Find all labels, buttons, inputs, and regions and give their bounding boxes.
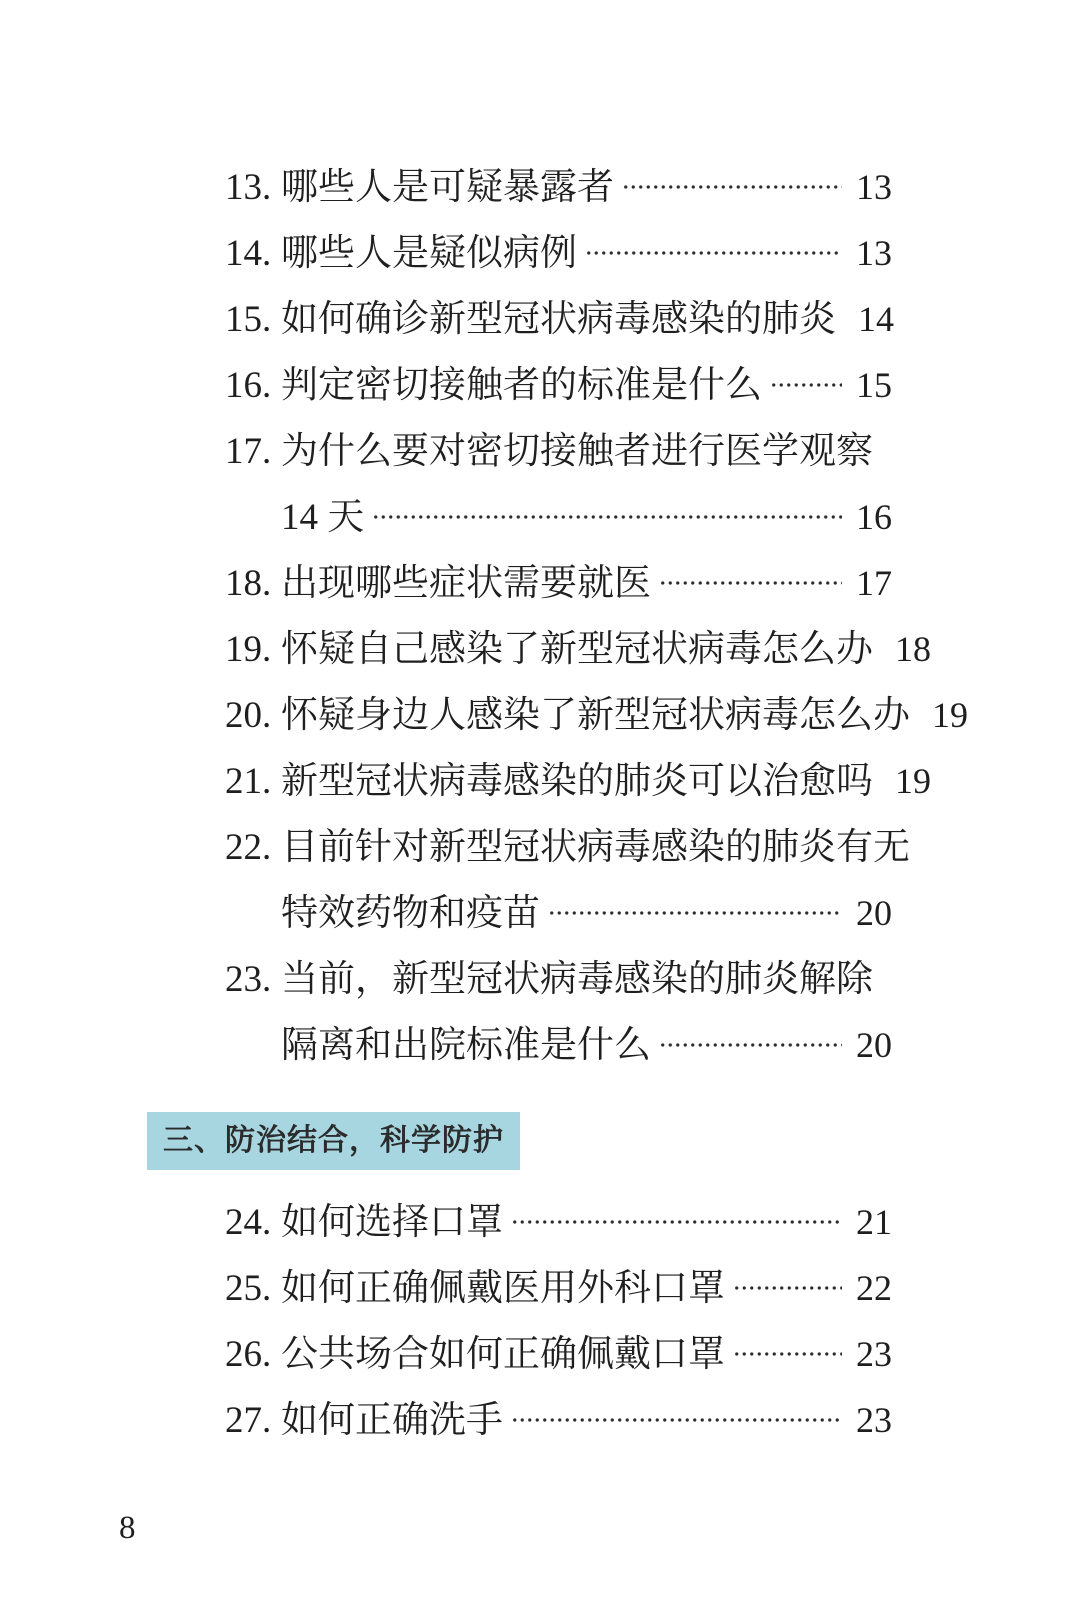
toc-entry-row[interactable] <box>225 616 931 682</box>
toc-entry-row[interactable] <box>225 550 892 616</box>
entry-number: 20. <box>225 694 272 736</box>
entry-title: 当前，新型冠状病毒感染的肺炎解除 <box>281 958 873 1000</box>
entry-number: 13. <box>225 166 272 208</box>
entry-number: 22. <box>225 826 272 868</box>
entry-title: 14 天 <box>281 496 365 538</box>
dot-leader <box>585 220 842 286</box>
entry-number: 18. <box>225 562 272 604</box>
entry-page-number: 22 <box>856 1268 892 1308</box>
toc-entry-row[interactable] <box>225 748 931 814</box>
entry-number: 16. <box>225 364 272 406</box>
toc-entry-row[interactable] <box>225 484 892 550</box>
entry-number: 17. <box>225 430 272 472</box>
entry-number: 21. <box>225 760 272 802</box>
entry-page-number: 13 <box>856 233 892 273</box>
toc-entry-row[interactable] <box>225 352 892 418</box>
entry-title: 目前针对新型冠状病毒感染的肺炎有无 <box>281 826 910 868</box>
toc-entry-row[interactable] <box>225 880 892 946</box>
toc-entry-row[interactable] <box>225 1012 892 1078</box>
entry-page-number: 19 <box>932 695 968 735</box>
entry-title: 特效药物和疫苗 <box>281 892 540 934</box>
entry-page-number: 15 <box>856 365 892 405</box>
entry-number: 25. <box>225 1267 272 1309</box>
entry-number: 15. <box>225 298 272 340</box>
entry-number: 14. <box>225 232 272 274</box>
entry-title: 哪些人是可疑暴露者 <box>281 166 614 208</box>
toc-entry-row[interactable] <box>225 1321 892 1387</box>
entry-page-number: 18 <box>895 629 931 669</box>
entry-number: 19. <box>225 628 272 670</box>
section-header: 三、防治结合，科学防护 <box>147 1112 520 1170</box>
entry-page-number: 17 <box>856 563 892 603</box>
entry-page-number: 21 <box>856 1202 892 1242</box>
entry-page-number: 14 <box>858 299 894 339</box>
entry-title: 如何确诊新型冠状病毒感染的肺炎 <box>281 298 836 340</box>
dot-leader <box>659 550 842 616</box>
toc-entry-row[interactable] <box>225 418 892 484</box>
entry-title: 判定密切接触者的标准是什么 <box>281 364 762 406</box>
entry-page-number: 13 <box>856 167 892 207</box>
entry-number: 23. <box>225 958 272 1000</box>
dot-leader <box>372 484 842 550</box>
toc-entry-row[interactable] <box>225 946 892 1012</box>
toc-list <box>0 154 1080 1453</box>
dot-leader <box>733 1255 842 1321</box>
entry-page-number: 20 <box>856 1025 892 1065</box>
dot-leader <box>548 880 842 946</box>
toc-entry-row[interactable] <box>225 1255 892 1321</box>
entry-page-number: 20 <box>856 893 892 933</box>
entry-number: 24. <box>225 1201 272 1243</box>
toc-entry-row[interactable] <box>225 682 968 748</box>
dot-leader <box>622 154 842 220</box>
entry-title: 出现哪些症状需要就医 <box>281 562 651 604</box>
toc-entry-row[interactable] <box>225 814 910 880</box>
footer-page-number: 8 <box>119 1510 136 1546</box>
entry-page-number: 23 <box>856 1334 892 1374</box>
entry-title: 如何正确洗手 <box>281 1399 503 1441</box>
dot-leader <box>511 1387 842 1453</box>
toc-entry-row[interactable] <box>225 1189 892 1255</box>
entry-page-number: 16 <box>856 497 892 537</box>
entry-number: 27. <box>225 1399 272 1441</box>
dot-leader <box>770 352 842 418</box>
toc-entry-row[interactable] <box>225 220 892 286</box>
toc-entry-row[interactable] <box>225 286 892 352</box>
entry-page-number: 19 <box>895 761 931 801</box>
entry-title: 如何选择口罩 <box>281 1201 503 1243</box>
entry-number: 26. <box>225 1333 272 1375</box>
toc-entry-row[interactable] <box>225 154 892 220</box>
entry-title: 新型冠状病毒感染的肺炎可以治愈吗 <box>281 760 873 802</box>
entry-title: 如何正确佩戴医用外科口罩 <box>281 1267 725 1309</box>
toc-entry-row[interactable] <box>225 1387 892 1453</box>
entry-title: 隔离和出院标准是什么 <box>281 1024 651 1066</box>
entry-title: 怀疑身边人感染了新型冠状病毒怎么办 <box>281 694 910 736</box>
entry-title: 哪些人是疑似病例 <box>281 232 577 274</box>
entry-page-number: 23 <box>856 1400 892 1440</box>
dot-leader <box>733 1321 842 1387</box>
dot-leader <box>511 1189 842 1255</box>
dot-leader <box>659 1012 842 1078</box>
entry-title: 公共场合如何正确佩戴口罩 <box>281 1333 725 1375</box>
entry-title: 为什么要对密切接触者进行医学观察 <box>281 430 873 472</box>
entry-title: 怀疑自己感染了新型冠状病毒怎么办 <box>281 628 873 670</box>
